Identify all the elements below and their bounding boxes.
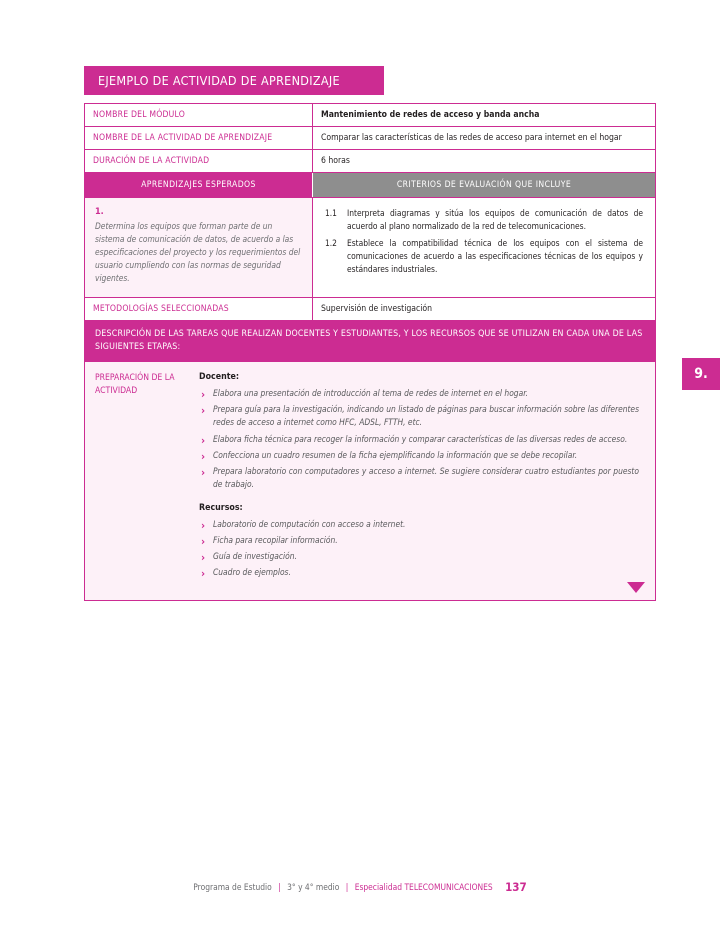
preparation-stage-label: PREPARACIÓN DE LA ACTIVIDAD xyxy=(95,373,175,397)
criterion-text: Establece la compatibilidad técnica de los equipos con el sistema de comunicaciones de acuerdo a las especificaciones técnicas de los equipos y estándares industriales. xyxy=(347,238,643,275)
page-footer xyxy=(0,880,720,894)
list-item: › Elabora una presentación de introducción al tema de redes de internet en el hogar. xyxy=(199,387,639,400)
learning-outcome-cell xyxy=(85,198,313,297)
list-item: › Laboratorio de computación con acceso a internet. xyxy=(199,518,639,531)
footer-separator: | xyxy=(278,882,281,892)
footer-page-number: 137 xyxy=(505,880,527,894)
list-item: › Ficha para recopilar información. xyxy=(199,534,639,547)
module-name-value: Mantenimiento de redes de acceso y banda ancha xyxy=(321,110,540,120)
footer-specialty-prefix: Especialidad xyxy=(354,882,403,892)
table-row xyxy=(85,104,655,127)
preparation-content xyxy=(195,362,655,599)
preparation-row xyxy=(85,362,655,599)
expected-learnings-header: APRENDIZAJES ESPERADOS xyxy=(85,173,313,197)
learning-outcome-number: 1. xyxy=(95,207,104,217)
table-row xyxy=(85,150,655,173)
methodology-value: Supervisión de investigación xyxy=(321,304,433,315)
activity-duration-value: 6 horas xyxy=(321,156,350,166)
learning-outcome-row xyxy=(85,198,655,298)
activity-banner-title: EJEMPLO DE ACTIVIDAD DE APRENDIZAJE xyxy=(84,66,384,95)
criterion-number: 1.2 xyxy=(325,238,337,249)
criterion-text: Interpreta diagramas y sitúa los equipos de comunicación de datos de acuerdo al plano normalizado de la red de telecomunicaciones. xyxy=(347,208,643,232)
list-item: › Prepara guía para la investigación, indicando un listado de páginas para buscar información sobre las diferentes redes de acceso a internet como HFC, ADSL, FTTH, etc. xyxy=(199,403,639,429)
chapter-side-tab: 9. xyxy=(682,358,720,390)
table-row xyxy=(85,298,655,321)
description-band: DESCRIPCIÓN DE LAS TAREAS QUE REALIZAN DOCENTES Y ESTUDIANTES, Y LOS RECURSOS QUE SE UTILIZAN EN CADA UNA DE LAS SIGUIENTES ETAPAS: xyxy=(85,321,655,362)
footer-level: 3° y 4° medio xyxy=(287,882,340,892)
methodology-label: METODOLOGÍAS SELECCIONADAS xyxy=(85,298,313,320)
evaluation-criteria-header: CRITERIOS DE EVALUACIÓN QUE INCLUYE xyxy=(313,173,655,197)
footer-separator: | xyxy=(345,882,349,892)
criterion-item xyxy=(325,237,643,276)
list-item: › Confecciona un cuadro resumen de la ficha ejemplificando la información que se debe recopilar. xyxy=(199,449,639,462)
teacher-task-list xyxy=(199,387,639,490)
list-item: › Cuadro de ejemplos. xyxy=(199,566,639,579)
list-item: › Elabora ficha técnica para recoger la información y comparar características de las diversas redes de acceso. xyxy=(199,433,639,446)
section-header-band xyxy=(85,173,655,198)
module-name-label: NOMBRE DEL MÓDULO xyxy=(85,104,313,126)
criterion-item xyxy=(325,207,643,233)
activity-name-value: Comparar las características de las redes de acceso para internet en el hogar xyxy=(321,133,622,143)
criteria-cell xyxy=(313,198,655,297)
activity-name-label: NOMBRE DE LA ACTIVIDAD DE APRENDIZAJE xyxy=(85,127,313,149)
learning-outcome-text: Determina los equipos que forman parte de un sistema de comunicación de datos, de acuerdo a las especificaciones del proyecto y los requerimientos del usuario cumpliendo con las normas de seguridad vigentes. xyxy=(95,221,301,284)
footer-specialty: TELECOMUNICACIONES xyxy=(404,882,493,892)
teacher-heading: Docente: xyxy=(199,372,240,383)
footer-program: Programa de Estudio xyxy=(193,882,272,892)
table-row xyxy=(85,127,655,150)
triangle-down-icon xyxy=(627,582,645,593)
resources-list xyxy=(199,518,639,579)
resources-heading: Recursos: xyxy=(199,502,243,513)
activity-duration-label: DURACIÓN DE LA ACTIVIDAD xyxy=(85,150,313,172)
list-item: › Prepara laboratorio con computadores y acceso a internet. Se sugiere considerar cuatro estudiantes por puesto de trabajo. xyxy=(199,465,639,491)
activity-table xyxy=(84,103,656,601)
criterion-number: 1.1 xyxy=(325,208,337,218)
list-item: › Guía de investigación. xyxy=(199,550,639,563)
